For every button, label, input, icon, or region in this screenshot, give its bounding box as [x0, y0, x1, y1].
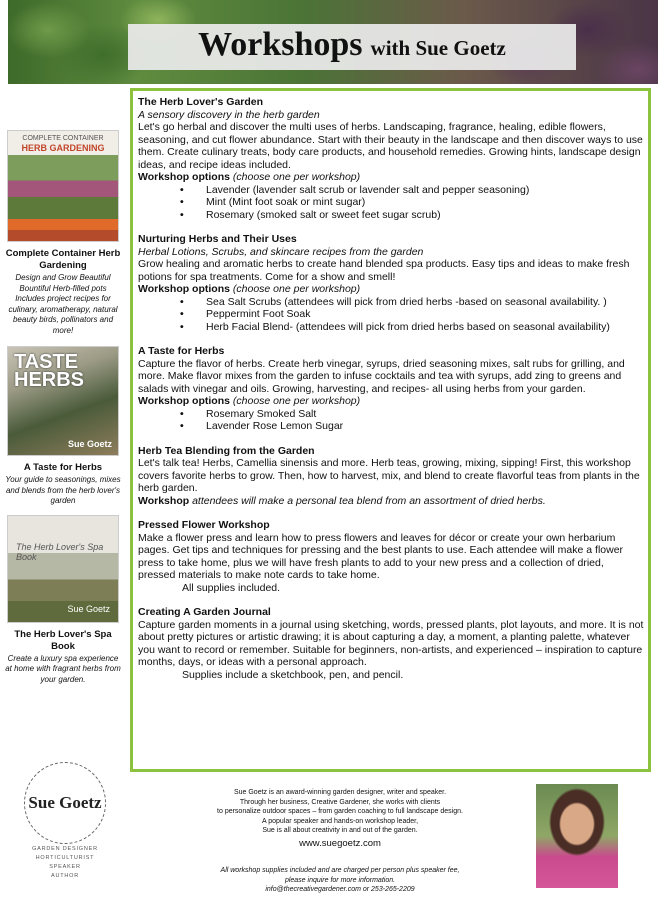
workshop-pressed-flower	[138, 519, 644, 594]
sue-goetz-logo	[22, 762, 108, 882]
workshop-title: Creating A Garden Journal	[138, 606, 271, 618]
workshop-title: The Herb Lover's Garden	[138, 96, 264, 108]
page-title	[128, 24, 576, 70]
cover-title-main: HERB GARDENING	[21, 143, 105, 153]
logo-role: GARDEN DESIGNER	[32, 846, 98, 852]
speaker-photo	[536, 784, 618, 888]
workshop-herb-lovers-garden	[138, 96, 644, 221]
workshop-options-label: Workshop options (choose one per workshop)	[138, 171, 361, 183]
workshop-options	[200, 408, 644, 433]
list-item: • Herb Facial Blend- (attendees will pick from dried herbs based on seasonal availability)	[200, 321, 644, 334]
logo-role: HORTICULTURIST	[35, 855, 95, 861]
workshop-title: Pressed Flower Workshop	[138, 519, 270, 531]
book-cover-spa-book	[7, 515, 119, 623]
footer-note	[150, 866, 530, 895]
book-description: Your guide to seasonings, mixes and blends from the herb lover's garden	[5, 475, 121, 505]
book-cover-title: The Herb Lover's Spa Book	[16, 541, 104, 562]
book-cover-author: Sue Goetz	[67, 603, 110, 614]
workshop-body: Make a flower press and learn how to press flowers and leaves for décor or create your own herbarium pages. Get tips and techniques for pressing and the best plants to use. Each attendee will make a flower press to take home, plus we will have fresh plants to add to your new press and a collection of dried, pressed materials to make note cards to take home.	[138, 531, 624, 581]
workshop-herb-tea-blending	[138, 445, 644, 508]
list-item: • Lavender (lavender salt scrub or lavender salt and pepper seasoning)	[200, 184, 644, 197]
workshop-body: Let's go herbal and discover the multi uses of herbs. Landscaping, fragrance, healing, edible flowers, seasoning, and cut flower abundance. Start with their beauty in the landscape and then discover ways to use them. Create culinary treats, body care products, and household remedies. Growing hints, landscape design ideas, and recipe ideas included.	[138, 121, 643, 171]
book-cover-title	[8, 135, 118, 153]
book-title: Complete Container Herb Gardening	[5, 248, 121, 271]
workshop-body: Let's talk tea! Herbs, Camellia sinensis and more. Herb teas, growing, mixing, sipping! First, this workshop covers favorite herbs to grow. Then, how to harvest, mix, and blend to create flavorful teas from plants in the herb garden.	[138, 457, 640, 494]
book-title: A Taste for Herbs	[23, 462, 103, 473]
workshop-nurturing-herbs	[138, 233, 644, 333]
bio-line: Through her business, Creative Gardener, she works with clients	[239, 798, 441, 806]
website-link[interactable]: www.suegoetz.com	[299, 837, 381, 849]
workshop-options-label: Workshop attendees will make a personal tea blend from an assortment of dried herbs.	[138, 494, 546, 507]
logo-wreath-icon	[24, 762, 106, 844]
cover-title-top: COMPLETE CONTAINER	[22, 135, 104, 142]
workshop-list	[130, 88, 651, 772]
bio-line: A popular speaker and hands-on workshop leader,	[261, 817, 419, 825]
workshop-title: A Taste for Herbs	[138, 345, 225, 357]
workshop-subtitle: Herbal Lotions, Scrubs, and skincare recipes from the garden	[138, 245, 424, 258]
book-sidebar	[4, 130, 122, 685]
workshop-options	[200, 184, 644, 222]
footer-line: All workshop supplies included and are charged per person plus speaker fee,	[220, 867, 460, 874]
workshop-options	[200, 296, 644, 334]
workshop-options-label: Workshop options (choose one per workshop)	[138, 395, 361, 407]
bio-line: to personalize outdoor spaces – from garden coaching to full landscape design.	[217, 808, 463, 815]
workshop-body: Grow healing and aromatic herbs to create hand blended spa products. Easy tips and ideas to make fresh potions for spa treatments. Come for a show and smell!	[138, 258, 630, 283]
book-cover-title: TASTE HERBS	[14, 351, 85, 391]
workshop-note: All supplies included.	[182, 581, 281, 594]
bio-line: Sue is all about creativity in and out of the garden.	[262, 827, 418, 834]
logo-role: AUTHOR	[50, 873, 80, 879]
book-cover-taste-herbs	[7, 346, 119, 456]
title-main: Workshops	[198, 26, 363, 63]
logo-name: Sue Goetz	[28, 793, 102, 812]
speaker-bio	[150, 788, 530, 849]
list-item: • Mint (Mint foot soak or mint sugar)	[200, 196, 644, 209]
book-cover-author: Sue Goetz	[67, 439, 112, 449]
book-description: Design and Grow Beautiful Bountiful Herb-filled pots Includes project recipes for culinary, aromatherapy, natural beauty birds, pollinators and more!	[8, 273, 118, 335]
bio-line: Sue Goetz is an award-winning garden designer, writer and speaker.	[233, 789, 447, 796]
workshop-title: Nurturing Herbs and Their Uses	[138, 233, 297, 245]
workshop-options-label: Workshop options (choose one per workshop)	[138, 283, 361, 295]
list-item: • Rosemary Smoked Salt	[200, 408, 644, 421]
contact-info[interactable]: info@thecreativegardener.com or 253-265-2209	[265, 886, 415, 893]
workshop-note: Supplies include a sketchbook, pen, and pencil.	[182, 668, 404, 681]
workshop-garden-journal	[138, 606, 644, 681]
workshop-title: Herb Tea Blending from the Garden	[138, 444, 315, 457]
list-item: • Sea Salt Scrubs (attendees will pick from dried herbs -based on seasonal availability. )	[200, 296, 644, 309]
list-item: • Rosemary (smoked salt or sweet feet sugar scrub)	[200, 209, 644, 222]
book-description: Create a luxury spa experience at home with fragrant herbs from your garden.	[5, 653, 121, 684]
footer-line: please inquire for more information.	[284, 876, 396, 884]
book-title: The Herb Lover's Spa Book	[14, 628, 112, 652]
workshop-body: Capture garden moments in a journal using sketching, words, pressed plants, plot layouts, and more. It is not about pretty pictures or artistic drawing; it is about capturing a day, a moment, a planting palette, whatever you want to record or remember. Suitable for beginners, non-artists, and experienced – inspiration to capture months, days, or ideas with a personal approach.	[138, 618, 644, 668]
workshop-taste-for-herbs	[138, 345, 644, 433]
workshop-body: Capture the flavor of herbs. Create herb vinegar, syrups, dried seasoning mixes, salt rubs for grilling, and more. Make flavor mixes from the garden to infuse cocktails and tea with syrups, add zing to greens and salads with vinegar and oils. Growing, harvesting, and recipes- all using herbs from your garden.	[138, 357, 625, 395]
title-sub: with Sue Goetz	[370, 36, 506, 60]
workshop-subtitle: A sensory discovery in the herb garden	[138, 108, 320, 121]
list-item: • Lavender Rose Lemon Sugar	[200, 420, 644, 433]
book-cover-herb-gardening	[7, 130, 119, 242]
header-banner	[8, 0, 658, 84]
logo-role: SPEAKER	[49, 864, 81, 870]
list-item: • Peppermint Foot Soak	[200, 308, 644, 321]
